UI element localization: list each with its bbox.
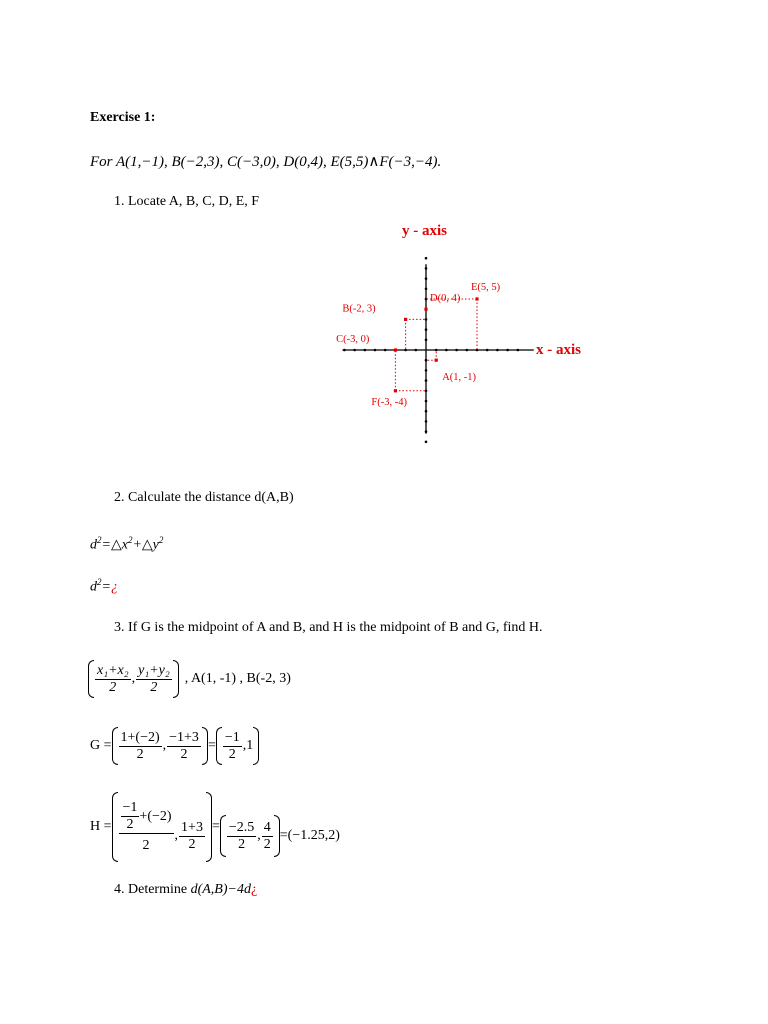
g-result-tail: ,1 (242, 738, 254, 753)
exp-3: 2 (158, 535, 164, 545)
y-tick (425, 379, 428, 382)
x-tick (486, 349, 489, 352)
question-4 (114, 882, 257, 898)
x-tick (374, 349, 377, 352)
h-y-fraction: $\frac{1+3}{2}$ (181, 819, 203, 852)
paren-right (253, 727, 259, 765)
point-label-d: D(0, 4) (430, 293, 461, 305)
point-f (394, 389, 397, 392)
line2-symbol: ¿ (110, 579, 118, 595)
point-a (435, 359, 438, 362)
g-x-fraction: $\frac{1+(-2)}{2}$ (120, 729, 160, 762)
graph-axes (342, 257, 533, 443)
question-1: 1. Locate A, B, C, D, E, F (114, 194, 260, 209)
y-tick (425, 277, 428, 280)
paren-left (112, 792, 118, 862)
y-tick (425, 441, 428, 444)
y-tick (425, 369, 428, 372)
h-inner-tail: +(−2) (139, 808, 172, 824)
x-tick (435, 349, 438, 352)
h-result-x-fraction: $\frac{-2.5}{2}$ (228, 819, 255, 852)
y-tick (425, 339, 428, 342)
question-3: 3. If G is the midpoint of A and B, and H is the midpoint of B and G, find H. (114, 620, 543, 635)
midpoint-points-text: , A(1, -1) , B(-2, 3) (184, 671, 291, 686)
point-label-c: C(-3, 0) (336, 334, 370, 345)
formula-d: d (90, 537, 97, 553)
q4-expression: d(A,B)−4d (190, 882, 251, 897)
exp-1: 2 (97, 535, 102, 545)
point-b (404, 318, 407, 321)
h-calculation (90, 792, 340, 862)
g-result-fraction: $\frac{-1}{2}$ (224, 729, 240, 762)
comma: , (131, 671, 136, 686)
distance-formula (90, 535, 163, 554)
formula-plus: +△y (132, 537, 159, 553)
line2-exp: 2 (97, 577, 102, 587)
y-tick (425, 390, 428, 393)
line2-d: d (90, 579, 97, 595)
q4-prefix: 4. Determine (114, 882, 191, 897)
y-tick (425, 410, 428, 413)
paren-left (216, 727, 222, 765)
y-tick (425, 420, 428, 423)
y-tick (425, 318, 428, 321)
point-e (475, 297, 478, 300)
y-tick (425, 288, 428, 291)
point-d (424, 308, 427, 311)
comma: , (162, 738, 167, 753)
point-label-a: A(1, -1) (442, 372, 477, 384)
x-tick (506, 349, 509, 352)
coordinate-graph (300, 215, 600, 460)
x-axis-label: x - axis (536, 342, 581, 358)
x-tick (455, 349, 458, 352)
y-tick (425, 328, 428, 331)
point-label-e: E(5, 5) (471, 282, 501, 293)
x-tick (384, 349, 387, 352)
point-c (394, 348, 397, 351)
y-tick (425, 430, 428, 433)
point-label-b: B(-2, 3) (342, 303, 376, 315)
g-label: G = (90, 738, 112, 753)
h-final: =(−1.25,2) (279, 828, 340, 843)
y-axis-label: y - axis (402, 223, 447, 239)
comma: , (174, 828, 179, 843)
y-tick (425, 267, 428, 270)
x-tick (445, 349, 448, 352)
x-tick (466, 349, 469, 352)
midpoint-x-fraction: $\frac{\text{x₁+x₂}}{2}$ (97, 662, 129, 695)
distance-line-2 (90, 577, 118, 596)
x-tick (343, 349, 346, 352)
g-eq: = (207, 738, 216, 753)
q4-symbol: ¿ (250, 882, 258, 897)
x-tick (496, 349, 499, 352)
comma: , (257, 828, 261, 843)
given-points: For A(1,−1), B(−2,3), C(−3,0), D(0,4), E(5,5)∧F(−3,−4). (90, 154, 442, 170)
x-tick (517, 349, 520, 352)
question-2: 2. Calculate the distance d(A,B) (114, 490, 294, 505)
y-tick (425, 400, 428, 403)
line2-eq: = (101, 579, 111, 595)
x-tick (404, 349, 407, 352)
g-calculation (90, 727, 259, 765)
midpoint-formula (88, 660, 291, 698)
h-x-fraction: $\frac{-1}{2}$ +(−2) 2 (119, 800, 174, 854)
y-tick (425, 257, 428, 260)
h-result-y-fraction: $\frac{4}{2}$ (263, 819, 271, 852)
x-tick (415, 349, 418, 352)
formula-eq: =△x (101, 537, 128, 553)
g-y-fraction: $\frac{-1+3}{2}$ (169, 729, 199, 762)
point-label-f: F(-3, -4) (371, 396, 407, 408)
h-eq: = (211, 819, 220, 834)
x-tick (364, 349, 367, 352)
h-label: H = (90, 819, 112, 834)
paren-right (173, 660, 179, 698)
midpoint-y-fraction: $\frac{\text{y₁+y₂}}{2}$ (138, 662, 170, 695)
paren-left (88, 660, 94, 698)
y-tick (425, 359, 428, 362)
paren-left (220, 815, 226, 857)
x-tick (353, 349, 356, 352)
paren-left (112, 727, 118, 765)
h-inner-fraction: $\frac{-1}{2}$ (122, 800, 138, 832)
exercise-title: Exercise 1: (90, 110, 156, 125)
exp-2: 2 (127, 535, 133, 545)
graph-points (336, 282, 501, 408)
